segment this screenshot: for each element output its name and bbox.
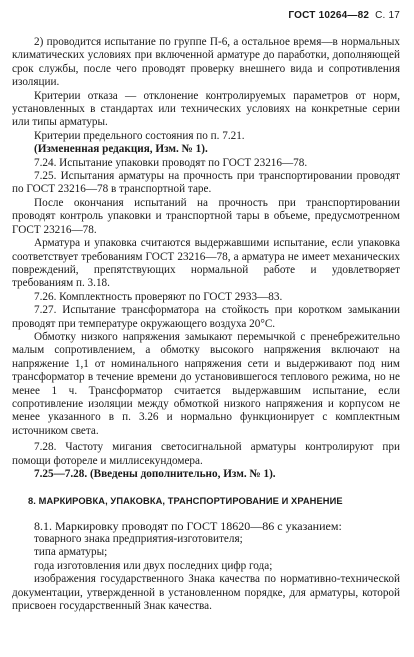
page-number: С. 17: [375, 10, 400, 21]
paragraph: Обмотку низкого напряжения замыкают перемычкой с пренебрежительно малым сопротивлением, а обмотку высокого напряжения включают на напряжение 1,1 от номинального напряжения сети и выдерживают под ним трансформатор в течение времени до установившегося теплового режима, но не менее 1 ч. Трансформатор считается выдержавшим испытание, если сопротивление изоляции между обмоткой низкого напряжения и корпусом не менее указанного в п. 3.26 и нормально функционирует с комплектным источником света.: [12, 330, 400, 437]
amendment-note: 7.25—7.28. (Введены дополнительно, Изм. № 1).: [34, 468, 276, 480]
paragraph: После окончания испытаний на прочность при транспортировании проводят контроль упаковки и транспортной тары в объеме, предусмотренном ГОСТ 23216—78.: [12, 196, 400, 236]
list-item: товарного знака предприятия-изготовителя;: [34, 533, 243, 546]
clause-7-28: 7.28. Частоту мигания светосигнальной арматуры контролируют при помощи фотореле и миллисекундомера.: [12, 441, 400, 467]
clause-7-27: 7.27. Испытание трансформатора на стойкость при коротком замыкании проводят при температуре окружающего воздуха 20°С.: [12, 304, 400, 330]
page-header: [288, 10, 400, 21]
list-item: года изготовления или двух последних цифр года;: [34, 559, 273, 572]
paragraph: Арматура и упаковка считаются выдержавшими испытание, если упаковка соответствует требованиям ГОСТ 23216—78, а арматура не имеет механических повреждений, препятствующих нормальной работе и удовлетворяет требованиям п. 3.18.: [12, 237, 400, 290]
section-title: 8. МАРКИРОВКА, УПАКОВКА, ТРАНСПОРТИРОВАНИЕ И ХРАНЕНИЕ: [28, 496, 343, 507]
document-body: [12, 36, 400, 613]
clause-8-1: 8.1. Маркировку проводят по ГОСТ 18620—86 с указанием:: [34, 518, 342, 533]
paragraph: Критерии отказа — отклонение контролируемых параметров от норм, установленных в стандартах или технических условиях на конкретные серии или типы арматуры.: [12, 89, 400, 129]
document-id: ГОСТ 10264—82: [288, 10, 370, 21]
list-item: типа арматуры;: [34, 546, 108, 559]
clause-7-25: 7.25. Испытания арматуры на прочность при транспортировании проводят по ГОСТ 23216—78 в транспортной таре.: [12, 170, 400, 196]
paragraph: 2) проводится испытание по группе П-6, а остальное время—в нормальных климатических условиях при включенной арматуре до паработки, дополняющей срок службы, после чего проводят проверку внешнего вида и сопротивления изоляции.: [12, 36, 400, 89]
clause-7-24: 7.24. Испытание упаковки проводят по ГОСТ 23216—78.: [34, 156, 308, 169]
amendment-note: (Измененная редакция, Изм. № 1).: [34, 143, 208, 156]
clause-7-26: 7.26. Комплектность проверяют по ГОСТ 2933—83.: [34, 290, 283, 303]
paragraph: Критерии предельного состояния по п. 7.21.: [34, 129, 245, 142]
list-item: изображения государственного Знака качества по нормативно-технической документации, утвержденной в установленном порядке, для арматуры, которой присвоен государственный Знак качества.: [12, 573, 400, 613]
